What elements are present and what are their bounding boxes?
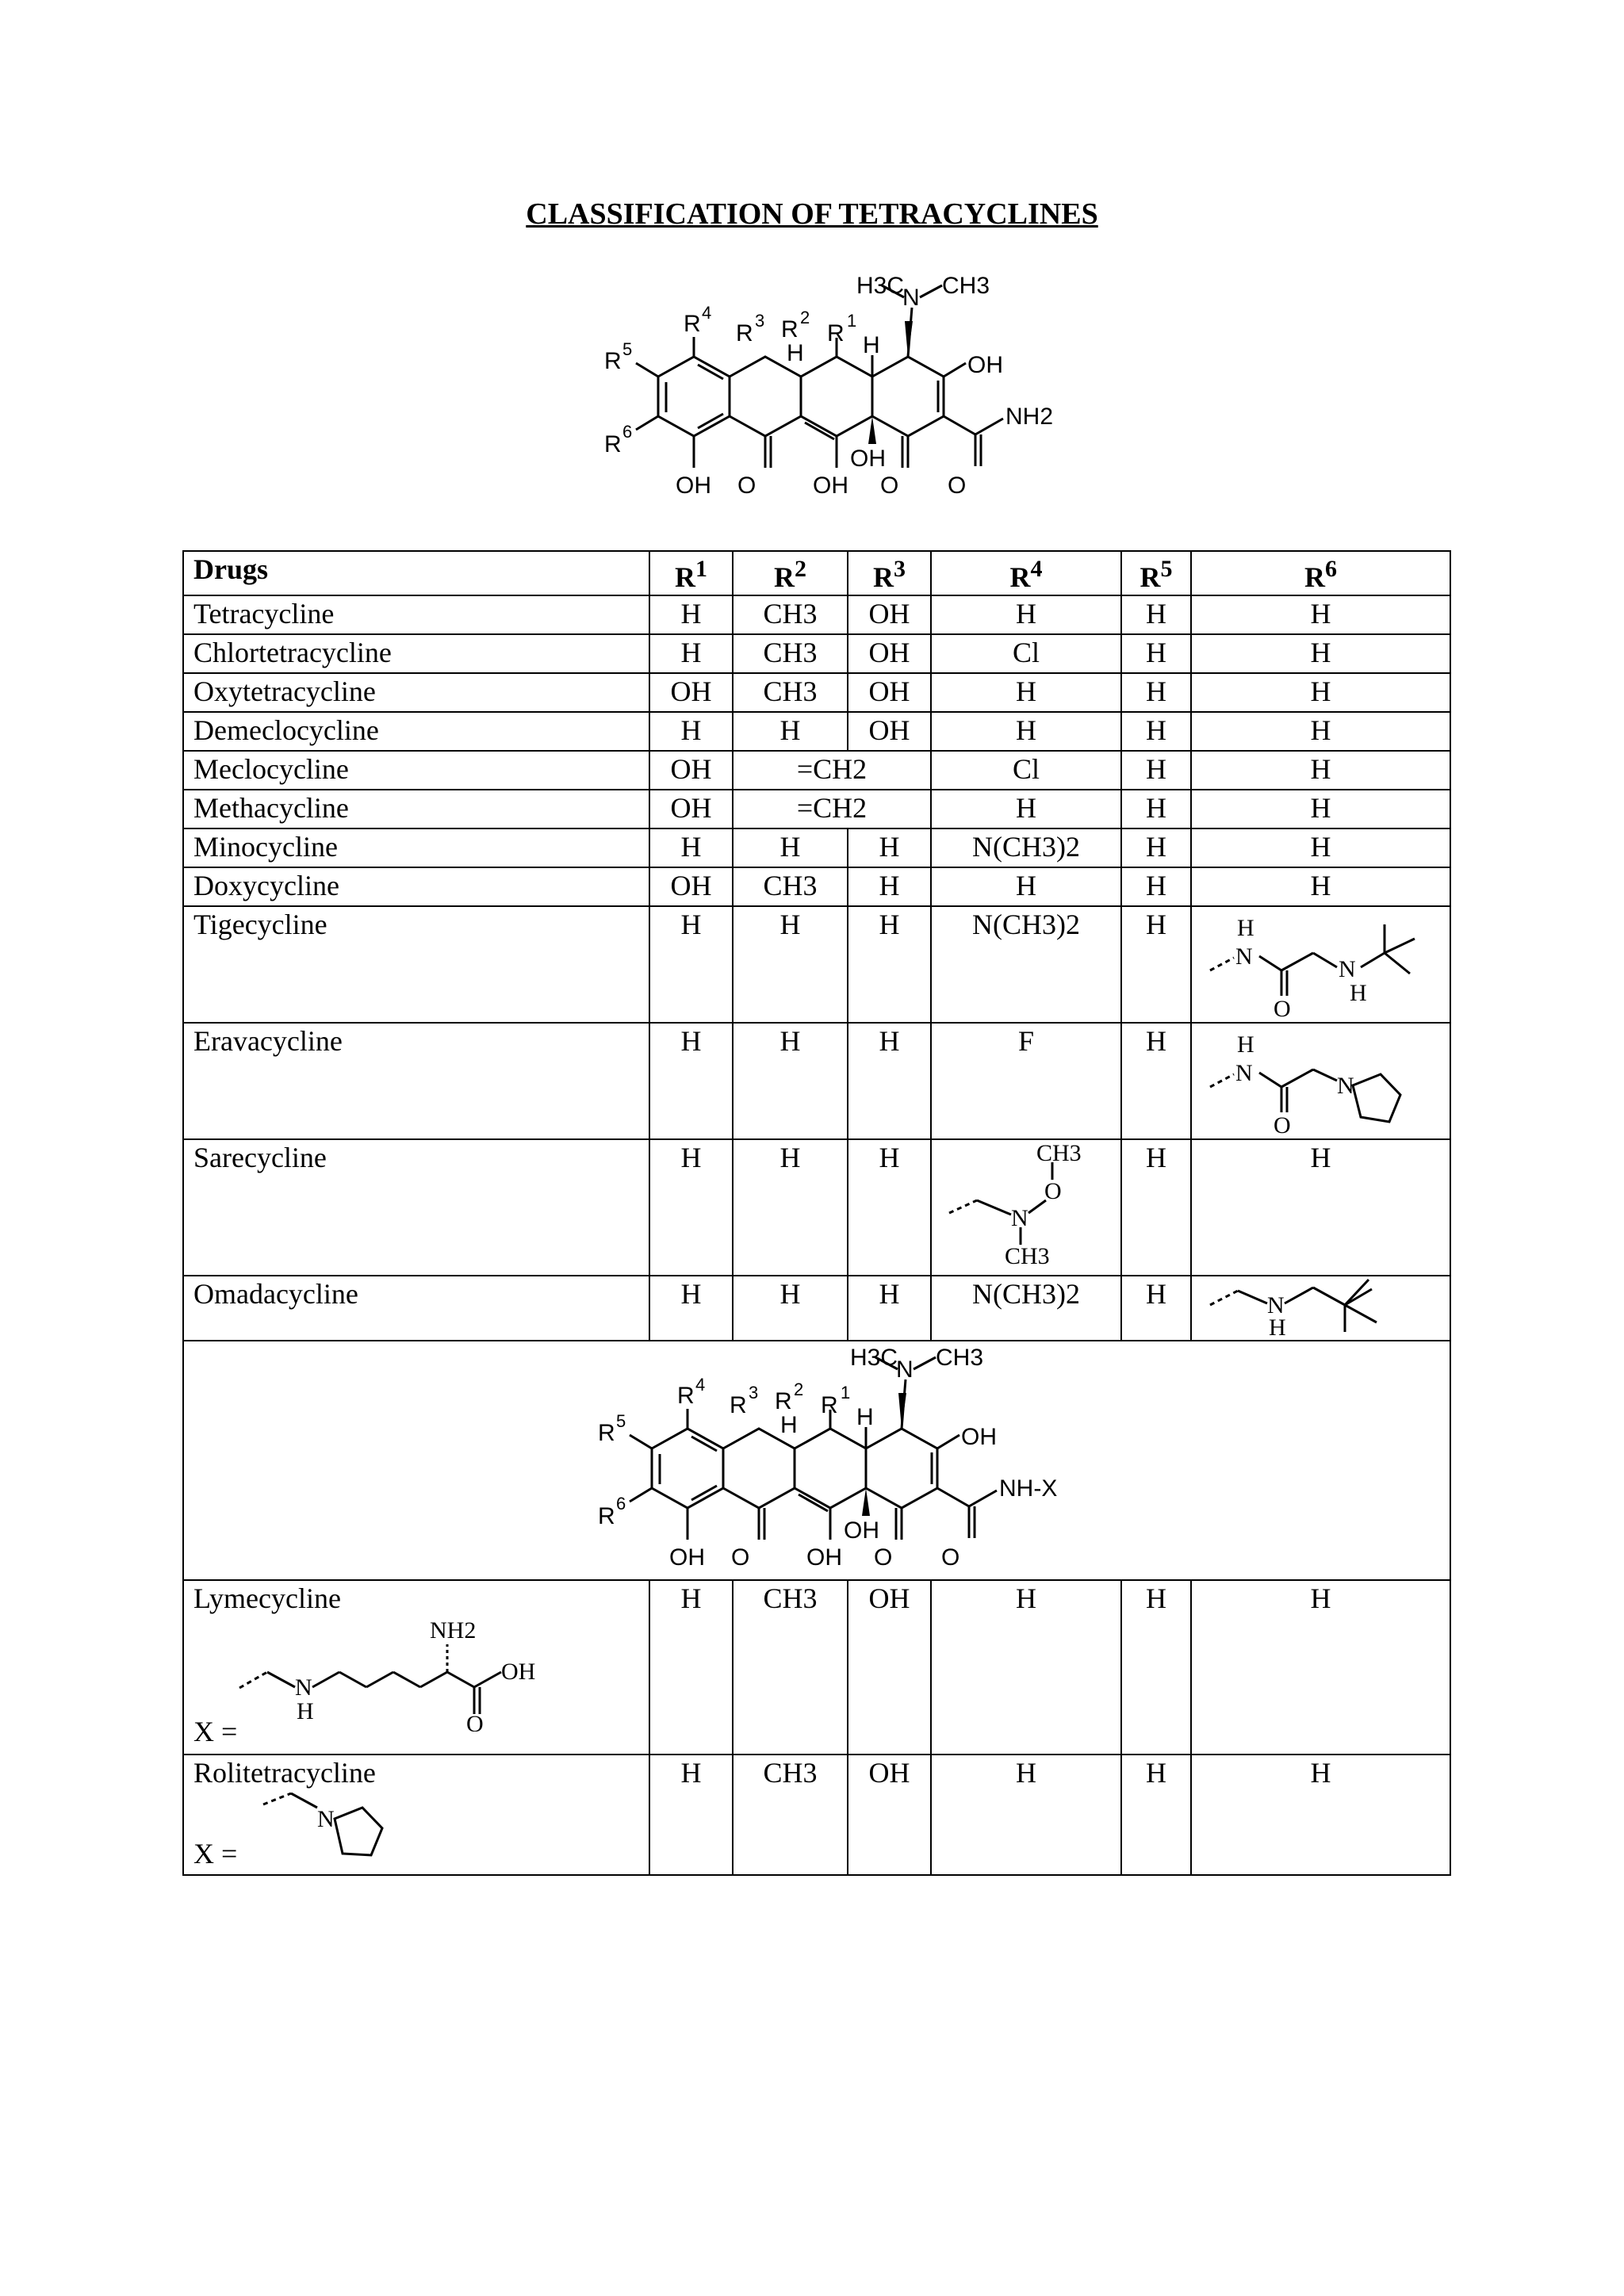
table-row: Lymecycline NH2 OH N H O X = H CH3 OH H H H	[183, 1580, 1450, 1755]
x-label: X =	[193, 1716, 238, 1747]
svg-text:O: O	[466, 1711, 484, 1732]
svg-text:OH: OH	[967, 352, 1003, 378]
svg-text:H: H	[787, 340, 804, 366]
header-drugs: Drugs	[183, 551, 649, 595]
svg-text:N: N	[295, 1674, 312, 1701]
svg-text:N: N	[902, 285, 920, 311]
svg-text:2: 2	[794, 1380, 804, 1399]
svg-text:O: O	[1044, 1178, 1062, 1204]
svg-text:R: R	[598, 1503, 615, 1529]
table-row: Demeclocycline H H OH H H H	[183, 712, 1450, 751]
page-title: CLASSIFICATION OF TETRACYCLINES	[526, 197, 1098, 231]
svg-text:NH2: NH2	[1005, 404, 1054, 430]
svg-text:O: O	[948, 473, 967, 499]
svg-text:N: N	[1266, 1292, 1285, 1318]
svg-text:H3C: H3C	[850, 1345, 898, 1371]
svg-text:H: H	[1349, 980, 1367, 1006]
svg-text:4: 4	[702, 303, 712, 323]
svg-text:H: H	[780, 1412, 798, 1438]
svg-text:R: R	[821, 1392, 838, 1418]
svg-text:5: 5	[616, 1411, 626, 1431]
svg-text:OH: OH	[669, 1544, 705, 1571]
svg-text:1: 1	[847, 311, 857, 331]
svg-text:N: N	[1235, 1060, 1253, 1086]
header-r3: $R^3$	[848, 551, 931, 595]
table-row: Oxytetracycline OH CH3 OH H H H	[183, 673, 1450, 712]
svg-text:5: 5	[622, 339, 633, 359]
svg-text:N: N	[1336, 1073, 1354, 1099]
table-row: Tetracycline H CH3 OH H H H	[183, 595, 1450, 634]
svg-text:H: H	[297, 1698, 314, 1724]
svg-text:H: H	[863, 332, 880, 358]
svg-text:3: 3	[749, 1383, 759, 1402]
svg-text:N: N	[1011, 1205, 1028, 1231]
svg-text:O: O	[737, 473, 756, 499]
table-row: Sarecycline H H H CH3 O N CH3 H H	[183, 1139, 1450, 1276]
table-row: Rolitetracycline N X = H CH3 OH H H H	[183, 1755, 1450, 1875]
x-substituted-core-structure	[183, 1341, 1450, 1580]
svg-text:R: R	[736, 320, 753, 346]
svg-text:R: R	[775, 1388, 792, 1414]
lymecycline-x-structure	[232, 1613, 596, 1732]
header-r4: $R^4$	[931, 551, 1121, 595]
eravacycline-r6-structure	[1191, 1023, 1450, 1139]
svg-text:CH3: CH3	[1036, 1140, 1082, 1166]
table-row: Minocycline H H H N(CH3)2 H H	[183, 828, 1450, 867]
svg-text:O: O	[1273, 996, 1291, 1018]
header-r1: $R^1$	[649, 551, 733, 595]
table-row: Chlortetracycline H CH3 OH Cl H H	[183, 634, 1450, 673]
svg-text:O: O	[880, 473, 899, 499]
svg-text:4: 4	[695, 1375, 706, 1395]
svg-text:CH3: CH3	[936, 1345, 984, 1371]
tigecycline-r6-structure	[1191, 906, 1450, 1023]
svg-text:H: H	[1236, 915, 1254, 941]
table-row: Tigecycline H H H N(CH3)2 H H N O N H	[183, 906, 1450, 1023]
table-row: Meclocycline OH =CH2 Cl H H	[183, 751, 1450, 790]
svg-text:R: R	[604, 431, 622, 457]
svg-text:O: O	[874, 1544, 893, 1571]
svg-text:OH: OH	[806, 1544, 842, 1571]
svg-text:3: 3	[755, 311, 765, 331]
svg-text:OH: OH	[844, 1517, 879, 1544]
table-row: Eravacycline H H H F H H N O N	[183, 1023, 1450, 1139]
table-structure-row	[183, 1341, 1450, 1580]
table-row: Methacycline OH =CH2 H H H	[183, 790, 1450, 828]
svg-text:N: N	[317, 1806, 335, 1832]
svg-text:H: H	[1268, 1314, 1286, 1337]
header-r2: $R^2$	[733, 551, 848, 595]
svg-text:R: R	[730, 1392, 747, 1418]
svg-text:6: 6	[616, 1494, 626, 1513]
svg-text:R: R	[684, 311, 701, 337]
svg-text:R: R	[677, 1383, 695, 1409]
svg-text:O: O	[731, 1544, 750, 1571]
svg-text:OH: OH	[676, 473, 711, 499]
drug-name: Rolitetracycline	[193, 1757, 376, 1789]
svg-text:R: R	[827, 320, 845, 346]
svg-text:R: R	[781, 316, 799, 342]
svg-text:6: 6	[622, 422, 633, 442]
x-label: X =	[193, 1838, 238, 1869]
header-r6: $R^6$	[1191, 551, 1450, 595]
rolitetracycline-x-structure	[255, 1787, 438, 1874]
svg-text:NH-X: NH-X	[999, 1475, 1058, 1502]
tetracycline-core-structure	[587, 262, 1063, 523]
svg-text:OH: OH	[850, 446, 886, 472]
table-header-row	[183, 551, 1450, 595]
svg-text:CH3: CH3	[942, 273, 990, 299]
header-r5: $R^5$	[1121, 551, 1191, 595]
svg-text:OH: OH	[813, 473, 848, 499]
table-row: Doxycycline OH CH3 H H H H	[183, 867, 1450, 906]
svg-text:N: N	[1338, 956, 1356, 982]
svg-text:O: O	[1273, 1112, 1291, 1135]
table-row: Omadacycline H H H N(CH3)2 H N H	[183, 1276, 1450, 1341]
svg-text:1: 1	[841, 1383, 851, 1402]
tetracycline-table	[182, 550, 1451, 1876]
svg-text:NH2: NH2	[430, 1617, 477, 1644]
svg-text:R: R	[604, 348, 622, 374]
svg-text:H3C: H3C	[856, 273, 905, 299]
svg-text:H: H	[1236, 1031, 1254, 1058]
svg-text:2: 2	[800, 308, 810, 327]
svg-text:CH3: CH3	[1005, 1243, 1050, 1267]
sarecycline-r4-structure	[931, 1139, 1121, 1276]
svg-text:N: N	[896, 1357, 914, 1383]
svg-text:O: O	[941, 1544, 960, 1571]
omadacycline-r6-structure	[1191, 1276, 1450, 1341]
svg-text:OH: OH	[961, 1424, 997, 1450]
svg-text:R: R	[598, 1420, 615, 1446]
svg-text:H: H	[856, 1404, 874, 1430]
svg-text:N: N	[1235, 943, 1253, 970]
drug-name: Lymecycline	[193, 1582, 341, 1614]
svg-text:OH: OH	[501, 1659, 536, 1685]
